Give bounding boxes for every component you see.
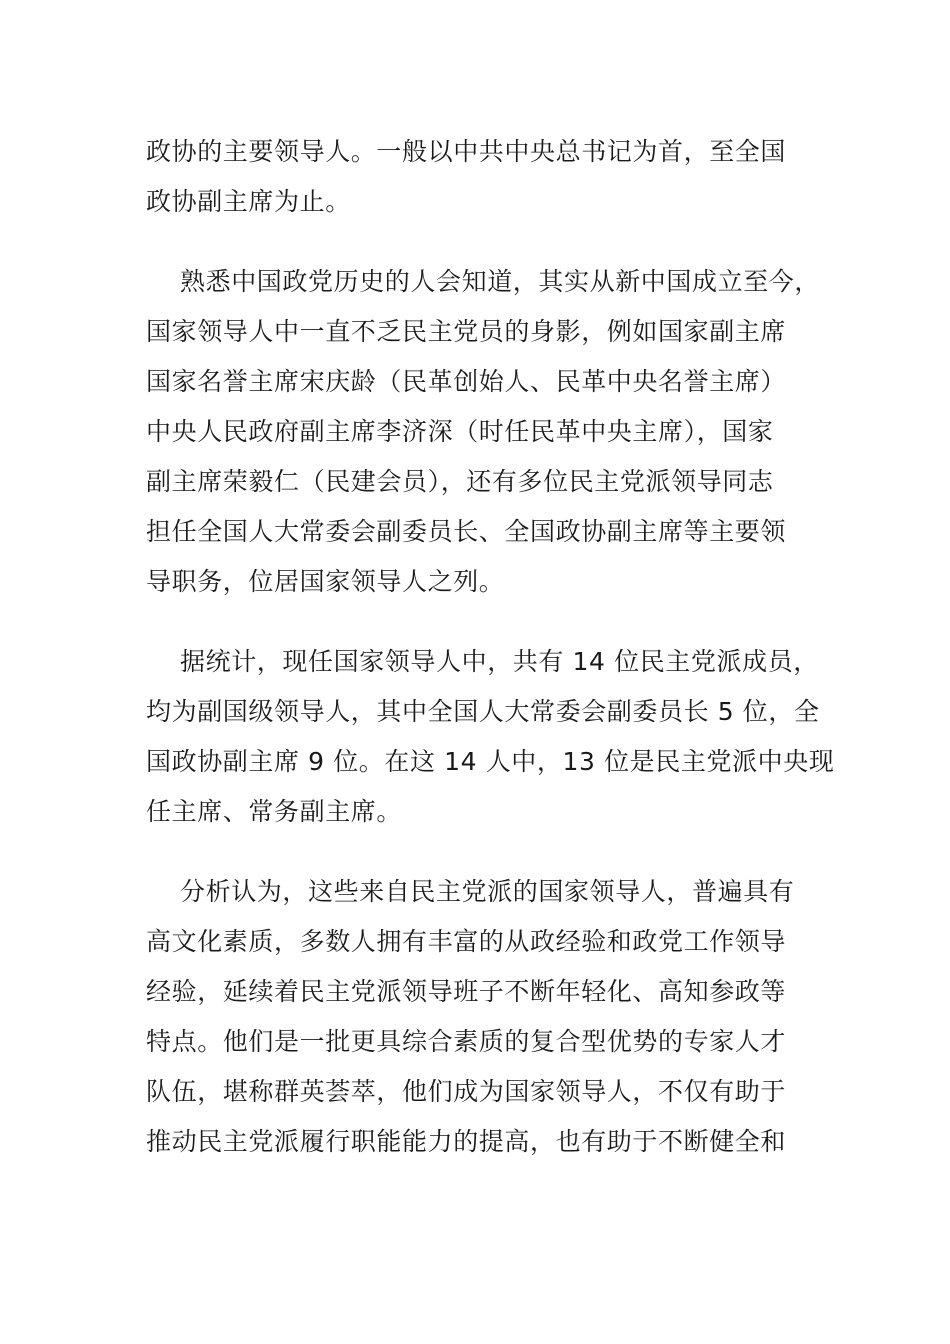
paragraph-4-line-4: 特点。他们是一批更具综合素质的复合型优势的专家人才	[146, 1027, 787, 1056]
paragraph-2-line-4: 中央人民政府副主席李济深（时任民革中央主席），国家	[146, 417, 774, 446]
paragraph-4-line-5: 队伍，堪称群英荟萃，他们成为国家领导人，不仅有助于	[146, 1077, 787, 1106]
paragraph-2-line-6: 担任全国人大常委会副委员长、全国政协副主席等主要领	[146, 517, 787, 546]
paragraph-2-line-3: 国家名誉主席宋庆龄（民革创始人、民革中央名誉主席）	[146, 367, 787, 396]
paragraph-3-line-2: 均为副国级领导人，其中全国人大常委会副委员长 5 位，全	[146, 697, 820, 726]
paragraph-3-line-3: 国政协副主席 9 位。在这 14 人中，13 位是民主党派中央现	[146, 747, 835, 776]
paragraph-3-line-1: 据统计，现任国家领导人中，共有 14 位民主党派成员，	[180, 647, 819, 676]
paragraph-1-line-1: 政协的主要领导人。一般以中共中央总书记为首，至全国	[146, 137, 787, 166]
paragraph-1-line-2: 政协副主席为止。	[146, 187, 351, 216]
paragraph-4-line-6: 推动民主党派履行职能能力的提高，也有助于不断健全和	[146, 1127, 787, 1156]
paragraph-4-line-2: 高文化素质，多数人拥有丰富的从政经验和政党工作领导	[146, 927, 787, 956]
paragraph-4-line-3: 经验，延续着民主党派领导班子不断年轻化、高知参政等	[146, 977, 787, 1006]
paragraph-3-line-4: 任主席、常务副主席。	[146, 797, 403, 826]
paragraph-2-line-1: 熟悉中国政党历史的人会知道，其实从新中国成立至今，	[180, 267, 821, 296]
paragraph-2-line-2: 国家领导人中一直不乏民主党员的身影，例如国家副主席	[146, 317, 787, 346]
paragraph-2-line-5: 副主席荣毅仁（民建会员），还有多位民主党派领导同志	[146, 467, 774, 496]
paragraph-4-line-1: 分析认为，这些来自民主党派的国家领导人，普遍具有	[180, 877, 795, 906]
paragraph-2-line-7: 导职务，位居国家领导人之列。	[146, 567, 505, 596]
